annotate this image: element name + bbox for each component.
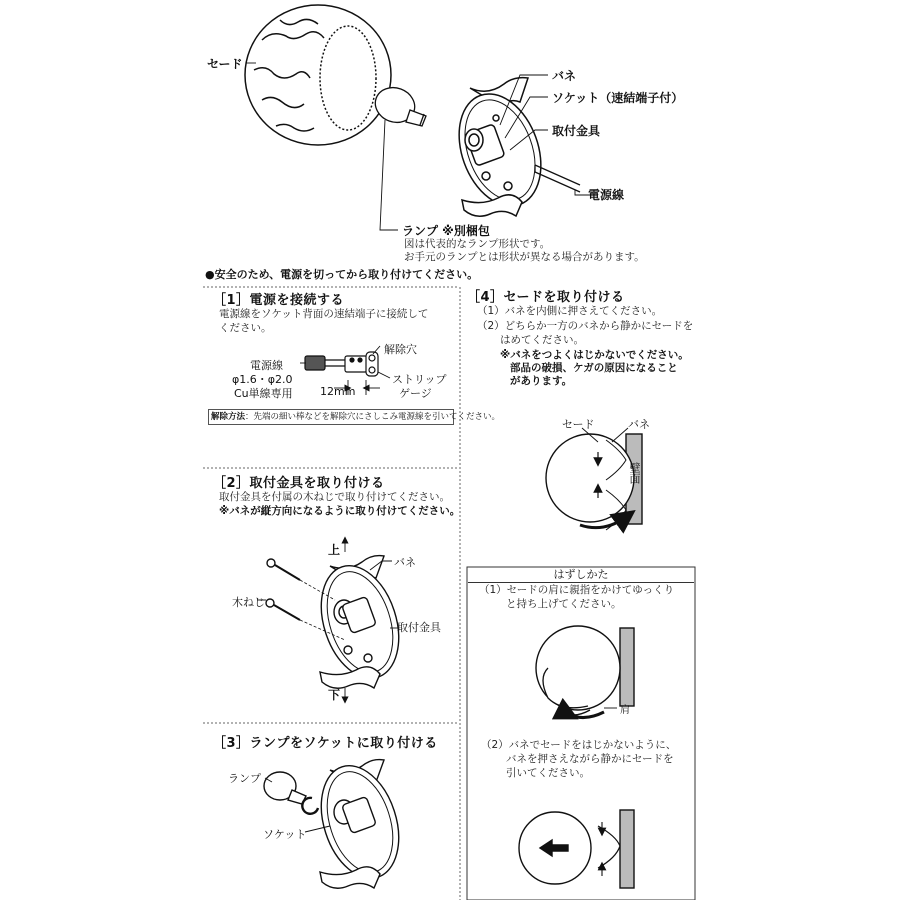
release-hole-label: 解除穴 bbox=[384, 343, 417, 356]
overview-socket-label: ソケット（速結端子付） bbox=[552, 91, 684, 105]
bracket-illustration bbox=[444, 78, 555, 218]
step2-body: 取付金具を付属の木ねじで取り付けてください。 bbox=[219, 491, 450, 503]
power-wire-illustration bbox=[535, 165, 580, 192]
step1-title: ［1］電源を接続する bbox=[213, 293, 345, 308]
step3-title: ［3］ランプをソケットに取り付ける bbox=[213, 736, 438, 751]
removal-item2-line1: （2）バネでセードをはじかないように、 bbox=[481, 739, 677, 751]
removal-item1-line1: （1）セードの肩に親指をかけてゆっくり bbox=[479, 584, 675, 596]
step3-lamp-label: ランプ bbox=[228, 772, 261, 785]
step4-item2-line2: はめてください。 bbox=[500, 334, 584, 346]
strip-length-label: 12mm bbox=[320, 385, 356, 398]
safety-note: ●安全のため、電源を切ってから取り付けてください。 bbox=[205, 268, 479, 281]
step2-note: ※バネが縦方向になるように取り付けてください。 bbox=[219, 505, 461, 517]
step4-warning-2: 部品の破損、ケガの原因になること bbox=[510, 362, 678, 374]
step3-socket-label: ソケット bbox=[263, 828, 307, 841]
removal-item2-line2: バネを押さえながら静かにセードを bbox=[506, 753, 674, 765]
overview-wire-label: 電源線 bbox=[588, 188, 625, 202]
release-method-box bbox=[208, 409, 501, 425]
removal-item1-line2: と持ち上げてください。 bbox=[506, 598, 622, 610]
step4-warning-3: があります。 bbox=[510, 375, 573, 387]
lamp-note-1: 図は代表的なランプ形状です。 bbox=[404, 238, 551, 250]
removal-item2-line3: 引いてください。 bbox=[506, 767, 590, 779]
wall-label: 壁面 bbox=[628, 462, 641, 484]
shade-globe-illustration bbox=[245, 5, 391, 145]
step4-item2-line1: （2）どちらか一方のバネから静かにセードを bbox=[477, 320, 694, 332]
overview-bracket-label: 取付金具 bbox=[552, 124, 601, 138]
shoulder-label: 肩 bbox=[620, 705, 630, 716]
step1-body-2: ください。 bbox=[219, 322, 272, 334]
mounting-diagram bbox=[266, 556, 412, 689]
lamp-note-2: お手元のランプとは形状が異なる場合があります。 bbox=[404, 251, 645, 263]
step4-spring-label: バネ bbox=[628, 418, 650, 431]
step1-body-1: 電源線をソケット背面の速結端子に接続して bbox=[219, 308, 429, 320]
release-method-text: ：先端の細い棒などを解除穴にさしこみ電源線を引いてください。 bbox=[245, 412, 501, 422]
wire-label: 電源線 bbox=[250, 359, 283, 372]
step2-title: ［2］取付金具を取り付ける bbox=[213, 476, 385, 491]
step4-warning-1: ※バネをつよくはじかないでください。 bbox=[500, 349, 689, 361]
removal-diagram-2 bbox=[519, 810, 634, 888]
up-label: 上 bbox=[328, 543, 341, 557]
step4-shade-label: セード bbox=[562, 418, 595, 431]
down-label: 下 bbox=[328, 688, 341, 702]
strip-gauge-label-2: ゲージ bbox=[399, 387, 432, 400]
step2-spring-label: バネ bbox=[394, 556, 416, 569]
overview-lamp-label: ランプ ※別梱包 bbox=[402, 224, 490, 238]
release-method-label: 解除方法 bbox=[211, 412, 246, 422]
overview-shade-label: セード bbox=[207, 57, 243, 71]
strip-gauge-label-1: ストリップ bbox=[392, 373, 447, 386]
wire-spec-2: Cu単線専用 bbox=[234, 387, 293, 400]
overview-spring-label: バネ bbox=[552, 69, 577, 83]
step4-title: ［4］セードを取り付ける bbox=[467, 290, 625, 305]
lamp-socket-diagram bbox=[264, 756, 412, 889]
wire-spec-1: φ1.6・φ2.0 bbox=[232, 373, 293, 386]
removal-title: はずしかた bbox=[468, 568, 694, 583]
step2-bracket-label: 取付金具 bbox=[397, 621, 441, 634]
step4-item1: （1）バネを内側に押さえてください。 bbox=[477, 305, 663, 317]
wood-screw-label: 木ねじ bbox=[232, 596, 265, 609]
